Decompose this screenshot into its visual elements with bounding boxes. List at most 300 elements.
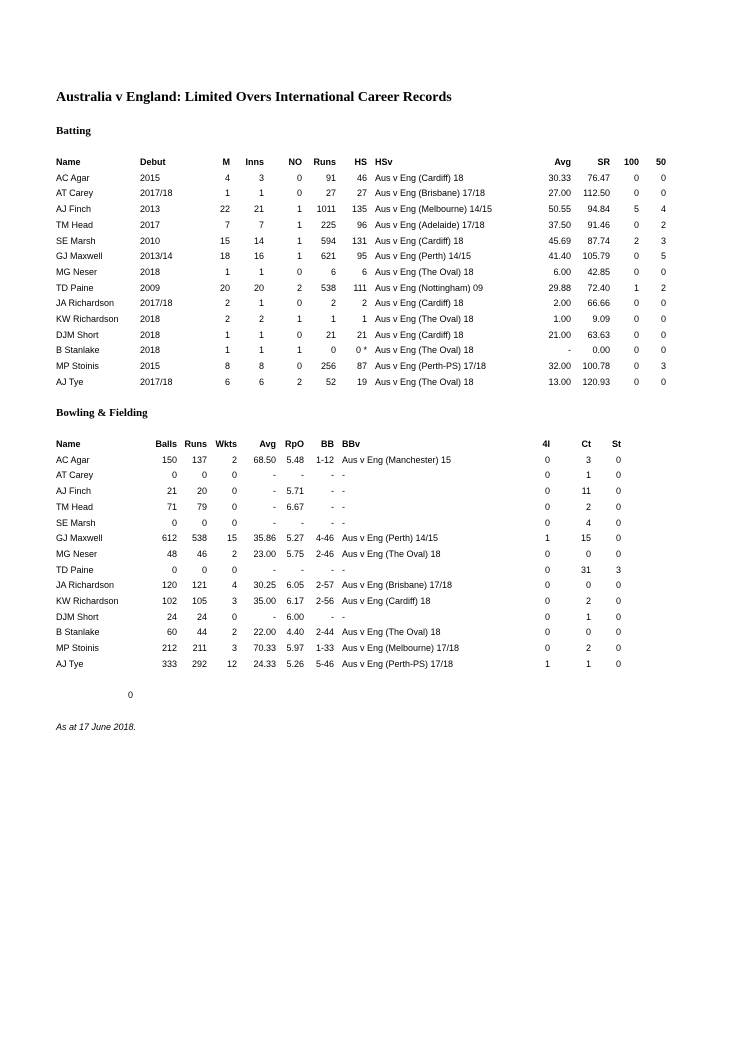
batting-cell-debut: 2015 bbox=[140, 172, 161, 183]
bowling-cell-4i: 0 bbox=[544, 548, 550, 559]
batting-cell-hsv: Aus v Eng (Cardiff) 18 bbox=[375, 172, 464, 183]
batting-cell-sr: 9.09 bbox=[592, 314, 610, 325]
batting-cell-no: 1 bbox=[296, 204, 302, 215]
batting-cell-sr: 105.79 bbox=[582, 251, 610, 262]
bowling-cell-runs: 538 bbox=[191, 533, 207, 544]
bowling-cell-bbv: - bbox=[342, 501, 345, 512]
batting-cell-m: 18 bbox=[219, 251, 230, 262]
bowling-cell-st: 0 bbox=[615, 658, 621, 669]
spacer-cell bbox=[334, 594, 342, 610]
batting-cell-runs: 21 bbox=[325, 329, 336, 340]
batting-cell-avg: 21.00 bbox=[548, 329, 571, 340]
bowling-col-wkts-header: Wkts bbox=[215, 439, 237, 449]
bowling-cell-bb: 2-57 bbox=[315, 580, 334, 591]
bowling-cell-bb: 2-46 bbox=[315, 548, 334, 559]
batting-cell-avg: 41.40 bbox=[548, 251, 571, 262]
bowling-cell-avg: 35.86 bbox=[253, 533, 276, 544]
bowling-cell-avg: - bbox=[273, 611, 276, 622]
bowling-cell-rpo: 5.48 bbox=[286, 454, 304, 465]
batting-header-row bbox=[56, 155, 666, 171]
bowling-cell-bbv: Aus v Eng (Manchester) 15 bbox=[342, 454, 452, 465]
batting-cell-debut: 2017/18 bbox=[140, 298, 173, 309]
batting-cell-debut: 2017/18 bbox=[140, 188, 173, 199]
bowling-col-4i-header: 4I bbox=[542, 439, 550, 449]
batting-cell-m: 1 bbox=[224, 345, 230, 356]
batting-cell-avg: 45.69 bbox=[548, 235, 571, 246]
bowling-col-bb-header: BB bbox=[321, 439, 334, 449]
batting-cell-hsv: Aus v Eng (The Oval) 18 bbox=[375, 345, 474, 356]
batting-cell-hs: 135 bbox=[351, 204, 367, 215]
bowling-cell-bb: 1-33 bbox=[315, 643, 334, 654]
bowling-cell-balls: 0 bbox=[171, 517, 177, 528]
batting-col-runs-header: Runs bbox=[313, 157, 336, 167]
batting-cell-100: 0 bbox=[633, 251, 639, 262]
bowling-cell-ct: 15 bbox=[580, 533, 591, 544]
bowling-cell-balls: 0 bbox=[171, 564, 177, 575]
batting-heading: Batting bbox=[56, 125, 91, 137]
bowling-cell-bb: 2-44 bbox=[315, 627, 334, 638]
batting-cell-50: 3 bbox=[660, 361, 666, 372]
bowling-cell-name: TM Head bbox=[56, 501, 94, 512]
bowling-cell-wkts: 2 bbox=[231, 627, 237, 638]
bowling-cell-name: MG Neser bbox=[56, 548, 98, 559]
bowling-cell-st: 0 bbox=[615, 611, 621, 622]
batting-cell-hs: 6 bbox=[361, 266, 367, 277]
bowling-row bbox=[56, 563, 621, 579]
batting-cell-inns: 3 bbox=[258, 172, 264, 183]
batting-cell-50: 4 bbox=[660, 204, 666, 215]
batting-col-hs-header: HS bbox=[354, 157, 367, 167]
bowling-cell-rpo: - bbox=[301, 564, 304, 575]
spacer-cell bbox=[334, 657, 342, 673]
batting-body bbox=[56, 171, 666, 391]
bowling-cell-balls: 24 bbox=[166, 611, 177, 622]
bowling-cell-runs: 46 bbox=[196, 548, 207, 559]
batting-cell-inns: 2 bbox=[258, 314, 264, 325]
batting-cell-100: 0 bbox=[633, 329, 639, 340]
bowling-cell-bb: 2-56 bbox=[315, 596, 334, 607]
batting-cell-runs: 538 bbox=[320, 282, 336, 293]
batting-cell-50: 0 bbox=[660, 345, 666, 356]
batting-cell-debut: 2015 bbox=[140, 361, 161, 372]
bowling-cell-name: AJ Finch bbox=[56, 486, 92, 497]
bowling-cell-name: JA Richardson bbox=[56, 580, 115, 591]
batting-cell-m: 2 bbox=[224, 298, 230, 309]
bowling-cell-ct: 0 bbox=[585, 627, 591, 638]
bowling-cell-bbv: - bbox=[342, 611, 345, 622]
bowling-col-rpo-header: RpO bbox=[285, 439, 304, 449]
batting-cell-name: KW Richardson bbox=[56, 314, 119, 325]
batting-cell-hsv: Aus v Eng (The Oval) 18 bbox=[375, 376, 474, 387]
batting-cell-debut: 2010 bbox=[140, 235, 161, 246]
bowling-cell-avg: 30.25 bbox=[253, 580, 276, 591]
batting-col-sr-header: SR bbox=[597, 157, 610, 167]
bowling-cell-st: 0 bbox=[615, 470, 621, 481]
bowling-cell-ct: 0 bbox=[585, 580, 591, 591]
batting-cell-debut: 2018 bbox=[140, 329, 161, 340]
batting-cell-avg: 27.00 bbox=[548, 188, 571, 199]
batting-col-100-header: 100 bbox=[623, 157, 639, 167]
batting-cell-100: 0 bbox=[633, 345, 639, 356]
batting-cell-sr: 72.40 bbox=[587, 282, 610, 293]
batting-cell-avg: 13.00 bbox=[548, 376, 571, 387]
batting-cell-inns: 1 bbox=[258, 345, 264, 356]
bowling-cell-st: 0 bbox=[615, 580, 621, 591]
spacer-cell bbox=[367, 281, 375, 297]
spacer-cell bbox=[367, 186, 375, 202]
batting-cell-avg: 32.00 bbox=[548, 361, 571, 372]
spacer-cell bbox=[367, 312, 375, 328]
bowling-cell-wkts: 0 bbox=[231, 564, 237, 575]
bowling-cell-bbv: Aus v Eng (Perth-PS) 17/18 bbox=[342, 658, 454, 669]
batting-row bbox=[56, 375, 666, 391]
bowling-cell-bb: - bbox=[331, 611, 334, 622]
batting-cell-name: SE Marsh bbox=[56, 235, 96, 246]
bowling-cell-bb: - bbox=[331, 501, 334, 512]
batting-cell-runs: 52 bbox=[325, 376, 336, 387]
bowling-cell-bb: 1-12 bbox=[315, 454, 334, 465]
batting-cell-inns: 1 bbox=[258, 329, 264, 340]
batting-cell-name: GJ Maxwell bbox=[56, 251, 103, 262]
bowling-cell-avg: 24.33 bbox=[253, 658, 276, 669]
batting-cell-debut: 2018 bbox=[140, 345, 161, 356]
bowling-cell-rpo: 5.75 bbox=[286, 548, 304, 559]
bowling-cell-name: DJM Short bbox=[56, 611, 99, 622]
bowling-cell-rpo: - bbox=[301, 517, 304, 528]
batting-cell-name: AT Carey bbox=[56, 188, 94, 199]
batting-cell-m: 1 bbox=[224, 188, 230, 199]
batting-cell-name: TD Paine bbox=[56, 282, 94, 293]
batting-cell-no: 0 bbox=[296, 188, 302, 199]
bowling-cell-bb: - bbox=[331, 564, 334, 575]
batting-cell-50: 2 bbox=[660, 219, 666, 230]
batting-cell-hsv: Aus v Eng (The Oval) 18 bbox=[375, 314, 474, 325]
batting-cell-hsv: Aus v Eng (Cardiff) 18 bbox=[375, 235, 464, 246]
bowling-cell-bbv: - bbox=[342, 486, 345, 497]
bowling-cell-runs: 0 bbox=[201, 470, 207, 481]
batting-cell-hsv: Aus v Eng (Melbourne) 14/15 bbox=[375, 204, 493, 215]
bowling-cell-bbv: Aus v Eng (Melbourne) 17/18 bbox=[342, 643, 460, 654]
bowling-cell-st: 0 bbox=[615, 486, 621, 497]
batting-cell-runs: 1 bbox=[330, 314, 336, 325]
batting-row bbox=[56, 281, 666, 297]
batting-cell-m: 15 bbox=[219, 235, 230, 246]
batting-cell-runs: 91 bbox=[325, 172, 336, 183]
spacer-cell bbox=[334, 610, 342, 626]
batting-cell-50: 2 bbox=[660, 282, 666, 293]
bowling-cell-rpo: 5.26 bbox=[286, 658, 304, 669]
batting-cell-no: 0 bbox=[296, 298, 302, 309]
batting-cell-hsv: Aus v Eng (The Oval) 18 bbox=[375, 266, 474, 277]
batting-cell-no: 0 bbox=[296, 172, 302, 183]
batting-cell-inns: 16 bbox=[253, 251, 264, 262]
batting-cell-runs: 6 bbox=[330, 266, 336, 277]
batting-cell-name: AC Agar bbox=[56, 172, 90, 183]
bowling-cell-bbv: Aus v Eng (Perth) 14/15 bbox=[342, 533, 439, 544]
batting-cell-debut: 2009 bbox=[140, 282, 161, 293]
bowling-cell-avg: - bbox=[273, 486, 276, 497]
bowling-cell-avg: 23.00 bbox=[253, 548, 276, 559]
bowling-cell-4i: 0 bbox=[544, 611, 550, 622]
batting-cell-name: B Stanlake bbox=[56, 345, 100, 356]
batting-cell-debut: 2017 bbox=[140, 219, 161, 230]
batting-row bbox=[56, 249, 666, 265]
batting-col-hsv-header: HSv bbox=[375, 157, 393, 167]
batting-cell-100: 2 bbox=[633, 235, 639, 246]
bowling-cell-balls: 212 bbox=[161, 643, 177, 654]
bowling-cell-ct: 3 bbox=[585, 454, 591, 465]
bowling-cell-avg: 35.00 bbox=[253, 596, 276, 607]
bowling-cell-name: AJ Tye bbox=[56, 658, 84, 669]
batting-cell-sr: 87.74 bbox=[587, 235, 610, 246]
bowling-cell-rpo: 6.67 bbox=[286, 501, 304, 512]
bowling-cell-balls: 48 bbox=[166, 548, 177, 559]
spacer-cell bbox=[334, 563, 342, 579]
spacer-cell bbox=[367, 343, 375, 359]
bowling-col-st-header: St bbox=[612, 439, 621, 449]
bowling-col-avg-header: Avg bbox=[259, 439, 276, 449]
bowling-cell-4i: 0 bbox=[544, 580, 550, 591]
batting-cell-inns: 1 bbox=[258, 188, 264, 199]
batting-cell-runs: 225 bbox=[320, 219, 336, 230]
batting-cell-hsv: Aus v Eng (Cardiff) 18 bbox=[375, 329, 464, 340]
batting-cell-name: AJ Tye bbox=[56, 376, 84, 387]
bowling-cell-name: MP Stoinis bbox=[56, 643, 99, 654]
batting-cell-hsv: Aus v Eng (Perth-PS) 17/18 bbox=[375, 361, 487, 372]
batting-cell-runs: 27 bbox=[325, 188, 336, 199]
batting-cell-no: 1 bbox=[296, 219, 302, 230]
batting-cell-100: 0 bbox=[633, 219, 639, 230]
batting-cell-sr: 91.46 bbox=[587, 219, 610, 230]
bowling-cell-runs: 137 bbox=[191, 454, 207, 465]
bowling-cell-st: 0 bbox=[615, 501, 621, 512]
bowling-cell-name: B Stanlake bbox=[56, 627, 100, 638]
spacer-cell bbox=[334, 468, 342, 484]
spacer-cell bbox=[367, 171, 375, 187]
bowling-cell-avg: 22.00 bbox=[253, 627, 276, 638]
bowling-cell-balls: 120 bbox=[161, 580, 177, 591]
batting-cell-no: 1 bbox=[296, 235, 302, 246]
batting-cell-avg: 30.33 bbox=[548, 172, 571, 183]
bowling-cell-bbv: - bbox=[342, 564, 345, 575]
bowling-heading: Bowling & Fielding bbox=[56, 407, 148, 419]
batting-cell-inns: 14 bbox=[253, 235, 264, 246]
batting-cell-no: 1 bbox=[296, 251, 302, 262]
batting-cell-runs: 1011 bbox=[316, 204, 336, 215]
bowling-cell-runs: 79 bbox=[196, 501, 207, 512]
batting-cell-hsv: Aus v Eng (Nottingham) 09 bbox=[375, 282, 484, 293]
batting-cell-100: 0 bbox=[633, 266, 639, 277]
batting-cell-inns: 20 bbox=[253, 282, 264, 293]
bowling-cell-balls: 150 bbox=[161, 454, 177, 465]
batting-cell-m: 1 bbox=[224, 266, 230, 277]
bowling-cell-avg: 70.33 bbox=[253, 643, 276, 654]
bowling-row bbox=[56, 657, 621, 673]
batting-row bbox=[56, 359, 666, 375]
bowling-cell-st: 0 bbox=[615, 517, 621, 528]
bowling-cell-balls: 60 bbox=[166, 627, 177, 638]
bowling-cell-balls: 21 bbox=[166, 486, 177, 497]
batting-cell-avg: 50.55 bbox=[548, 204, 571, 215]
bowling-cell-name: AT Carey bbox=[56, 470, 94, 481]
spacer-cell bbox=[334, 453, 342, 469]
bowling-cell-avg: - bbox=[273, 470, 276, 481]
bowling-cell-4i: 1 bbox=[544, 658, 550, 669]
bowling-cell-rpo: 5.27 bbox=[286, 533, 304, 544]
as-at-note: As at 17 June 2018. bbox=[56, 722, 137, 732]
spacer-cell bbox=[334, 578, 342, 594]
batting-cell-avg: 29.88 bbox=[548, 282, 571, 293]
batting-cell-sr: 94.84 bbox=[587, 204, 610, 215]
batting-cell-sr: 66.66 bbox=[587, 298, 610, 309]
bowling-cell-bbv: Aus v Eng (Brisbane) 17/18 bbox=[342, 580, 453, 591]
bowling-col-runs-header: Runs bbox=[184, 439, 207, 449]
spacer-cell bbox=[334, 547, 342, 563]
batting-cell-100: 0 bbox=[633, 314, 639, 325]
bowling-cell-avg: - bbox=[273, 517, 276, 528]
bowling-cell-ct: 1 bbox=[585, 611, 591, 622]
bowling-cell-name: KW Richardson bbox=[56, 596, 119, 607]
bowling-cell-wkts: 0 bbox=[231, 501, 237, 512]
batting-cell-avg: - bbox=[568, 345, 571, 356]
bowling-cell-st: 0 bbox=[615, 533, 621, 544]
batting-cell-50: 0 bbox=[660, 298, 666, 309]
bowling-row bbox=[56, 516, 621, 532]
batting-cell-hs: 131 bbox=[351, 235, 367, 246]
spacer-cell bbox=[367, 202, 375, 218]
batting-row bbox=[56, 234, 666, 250]
bowling-cell-ct: 2 bbox=[585, 643, 591, 654]
spacer-cell bbox=[334, 500, 342, 516]
batting-row bbox=[56, 265, 666, 281]
batting-cell-no: 0 bbox=[296, 361, 302, 372]
bowling-cell-rpo: 5.97 bbox=[286, 643, 304, 654]
bowling-cell-name: GJ Maxwell bbox=[56, 533, 103, 544]
batting-cell-inns: 1 bbox=[258, 298, 264, 309]
batting-cell-inns: 8 bbox=[258, 361, 264, 372]
batting-col-no-header: NO bbox=[288, 157, 302, 167]
batting-cell-m: 20 bbox=[219, 282, 230, 293]
batting-cell-100: 1 bbox=[633, 282, 639, 293]
bowling-cell-wkts: 0 bbox=[231, 517, 237, 528]
bowling-cell-bbv: Aus v Eng (Cardiff) 18 bbox=[342, 596, 431, 607]
batting-cell-hs: 96 bbox=[356, 219, 367, 230]
bowling-cell-st: 0 bbox=[615, 548, 621, 559]
bowling-row bbox=[56, 610, 621, 626]
bowling-cell-st: 3 bbox=[615, 564, 621, 575]
spacer-cell bbox=[334, 625, 342, 641]
batting-cell-50: 0 bbox=[660, 172, 666, 183]
bowling-col-name-header: Name bbox=[56, 439, 81, 449]
batting-cell-m: 22 bbox=[219, 204, 230, 215]
spacer-cell bbox=[334, 437, 342, 453]
batting-cell-debut: 2013 bbox=[140, 204, 161, 215]
bowling-cell-balls: 612 bbox=[161, 533, 177, 544]
bowling-cell-4i: 0 bbox=[544, 454, 550, 465]
batting-cell-hs: 46 bbox=[356, 172, 367, 183]
batting-row bbox=[56, 202, 666, 218]
batting-cell-runs: 594 bbox=[320, 235, 336, 246]
bowling-cell-bb: - bbox=[331, 517, 334, 528]
batting-col-inns-header: Inns bbox=[245, 157, 264, 167]
bowling-cell-wkts: 2 bbox=[231, 454, 237, 465]
batting-row bbox=[56, 296, 666, 312]
bowling-row bbox=[56, 625, 621, 641]
batting-cell-runs: 621 bbox=[320, 251, 336, 262]
batting-cell-m: 6 bbox=[224, 376, 230, 387]
batting-row bbox=[56, 186, 666, 202]
batting-cell-avg: 1.00 bbox=[553, 314, 571, 325]
batting-cell-hs: 0 * bbox=[355, 345, 367, 356]
batting-col-50-header: 50 bbox=[655, 157, 666, 167]
batting-cell-hs: 21 bbox=[356, 329, 367, 340]
bowling-cell-runs: 105 bbox=[191, 596, 207, 607]
batting-cell-avg: 6.00 bbox=[553, 266, 571, 277]
bowling-cell-bb: - bbox=[331, 486, 334, 497]
bowling-cell-bb: - bbox=[331, 470, 334, 481]
bowling-row bbox=[56, 484, 621, 500]
batting-cell-name: MG Neser bbox=[56, 266, 98, 277]
bowling-cell-runs: 24 bbox=[196, 611, 207, 622]
bowling-cell-runs: 0 bbox=[201, 517, 207, 528]
batting-cell-no: 2 bbox=[296, 376, 302, 387]
bowling-cell-ct: 11 bbox=[581, 486, 591, 497]
batting-cell-runs: 0 bbox=[330, 345, 336, 356]
bowling-cell-4i: 0 bbox=[544, 501, 550, 512]
bowling-row bbox=[56, 641, 621, 657]
batting-cell-50: 0 bbox=[660, 266, 666, 277]
bowling-cell-4i: 0 bbox=[544, 517, 550, 528]
bowling-cell-wkts: 3 bbox=[231, 596, 237, 607]
bowling-cell-ct: 2 bbox=[585, 596, 591, 607]
spacer-cell bbox=[367, 328, 375, 344]
bowling-cell-wkts: 2 bbox=[231, 548, 237, 559]
bowling-cell-runs: 292 bbox=[191, 658, 207, 669]
batting-cell-sr: 42.85 bbox=[587, 266, 610, 277]
batting-cell-hs: 111 bbox=[353, 282, 367, 293]
batting-cell-100: 0 bbox=[633, 188, 639, 199]
bowling-cell-bbv: Aus v Eng (The Oval) 18 bbox=[342, 627, 441, 638]
batting-cell-no: 0 bbox=[296, 329, 302, 340]
spacer-cell bbox=[367, 265, 375, 281]
bowling-cell-bb: 5-46 bbox=[315, 658, 334, 669]
batting-cell-hs: 2 bbox=[361, 298, 367, 309]
bowling-cell-bbv: - bbox=[342, 517, 345, 528]
batting-cell-m: 2 bbox=[224, 314, 230, 325]
bowling-cell-runs: 44 bbox=[196, 627, 207, 638]
bowling-cell-st: 0 bbox=[615, 596, 621, 607]
bowling-cell-rpo: - bbox=[301, 470, 304, 481]
batting-cell-debut: 2018 bbox=[140, 266, 161, 277]
bowling-cell-avg: - bbox=[273, 564, 276, 575]
batting-cell-sr: 0.00 bbox=[592, 345, 610, 356]
bowling-cell-4i: 0 bbox=[544, 596, 550, 607]
bowling-cell-ct: 4 bbox=[585, 517, 591, 528]
batting-cell-50: 0 bbox=[660, 314, 666, 325]
page-title: Australia v England: Limited Overs International Career Records bbox=[56, 90, 452, 105]
bowling-cell-ct: 0 bbox=[585, 548, 591, 559]
spacer-cell bbox=[367, 359, 375, 375]
bowling-cell-bbv: Aus v Eng (The Oval) 18 bbox=[342, 548, 441, 559]
batting-col-avg-header: Avg bbox=[554, 157, 571, 167]
bowling-row bbox=[56, 453, 621, 469]
bowling-cell-ct: 1 bbox=[585, 658, 591, 669]
bowling-cell-name: SE Marsh bbox=[56, 517, 96, 528]
batting-cell-runs: 256 bbox=[320, 361, 336, 372]
bowling-cell-rpo: 6.17 bbox=[286, 596, 304, 607]
batting-cell-avg: 37.50 bbox=[548, 219, 571, 230]
bowling-cell-4i: 0 bbox=[544, 564, 550, 575]
